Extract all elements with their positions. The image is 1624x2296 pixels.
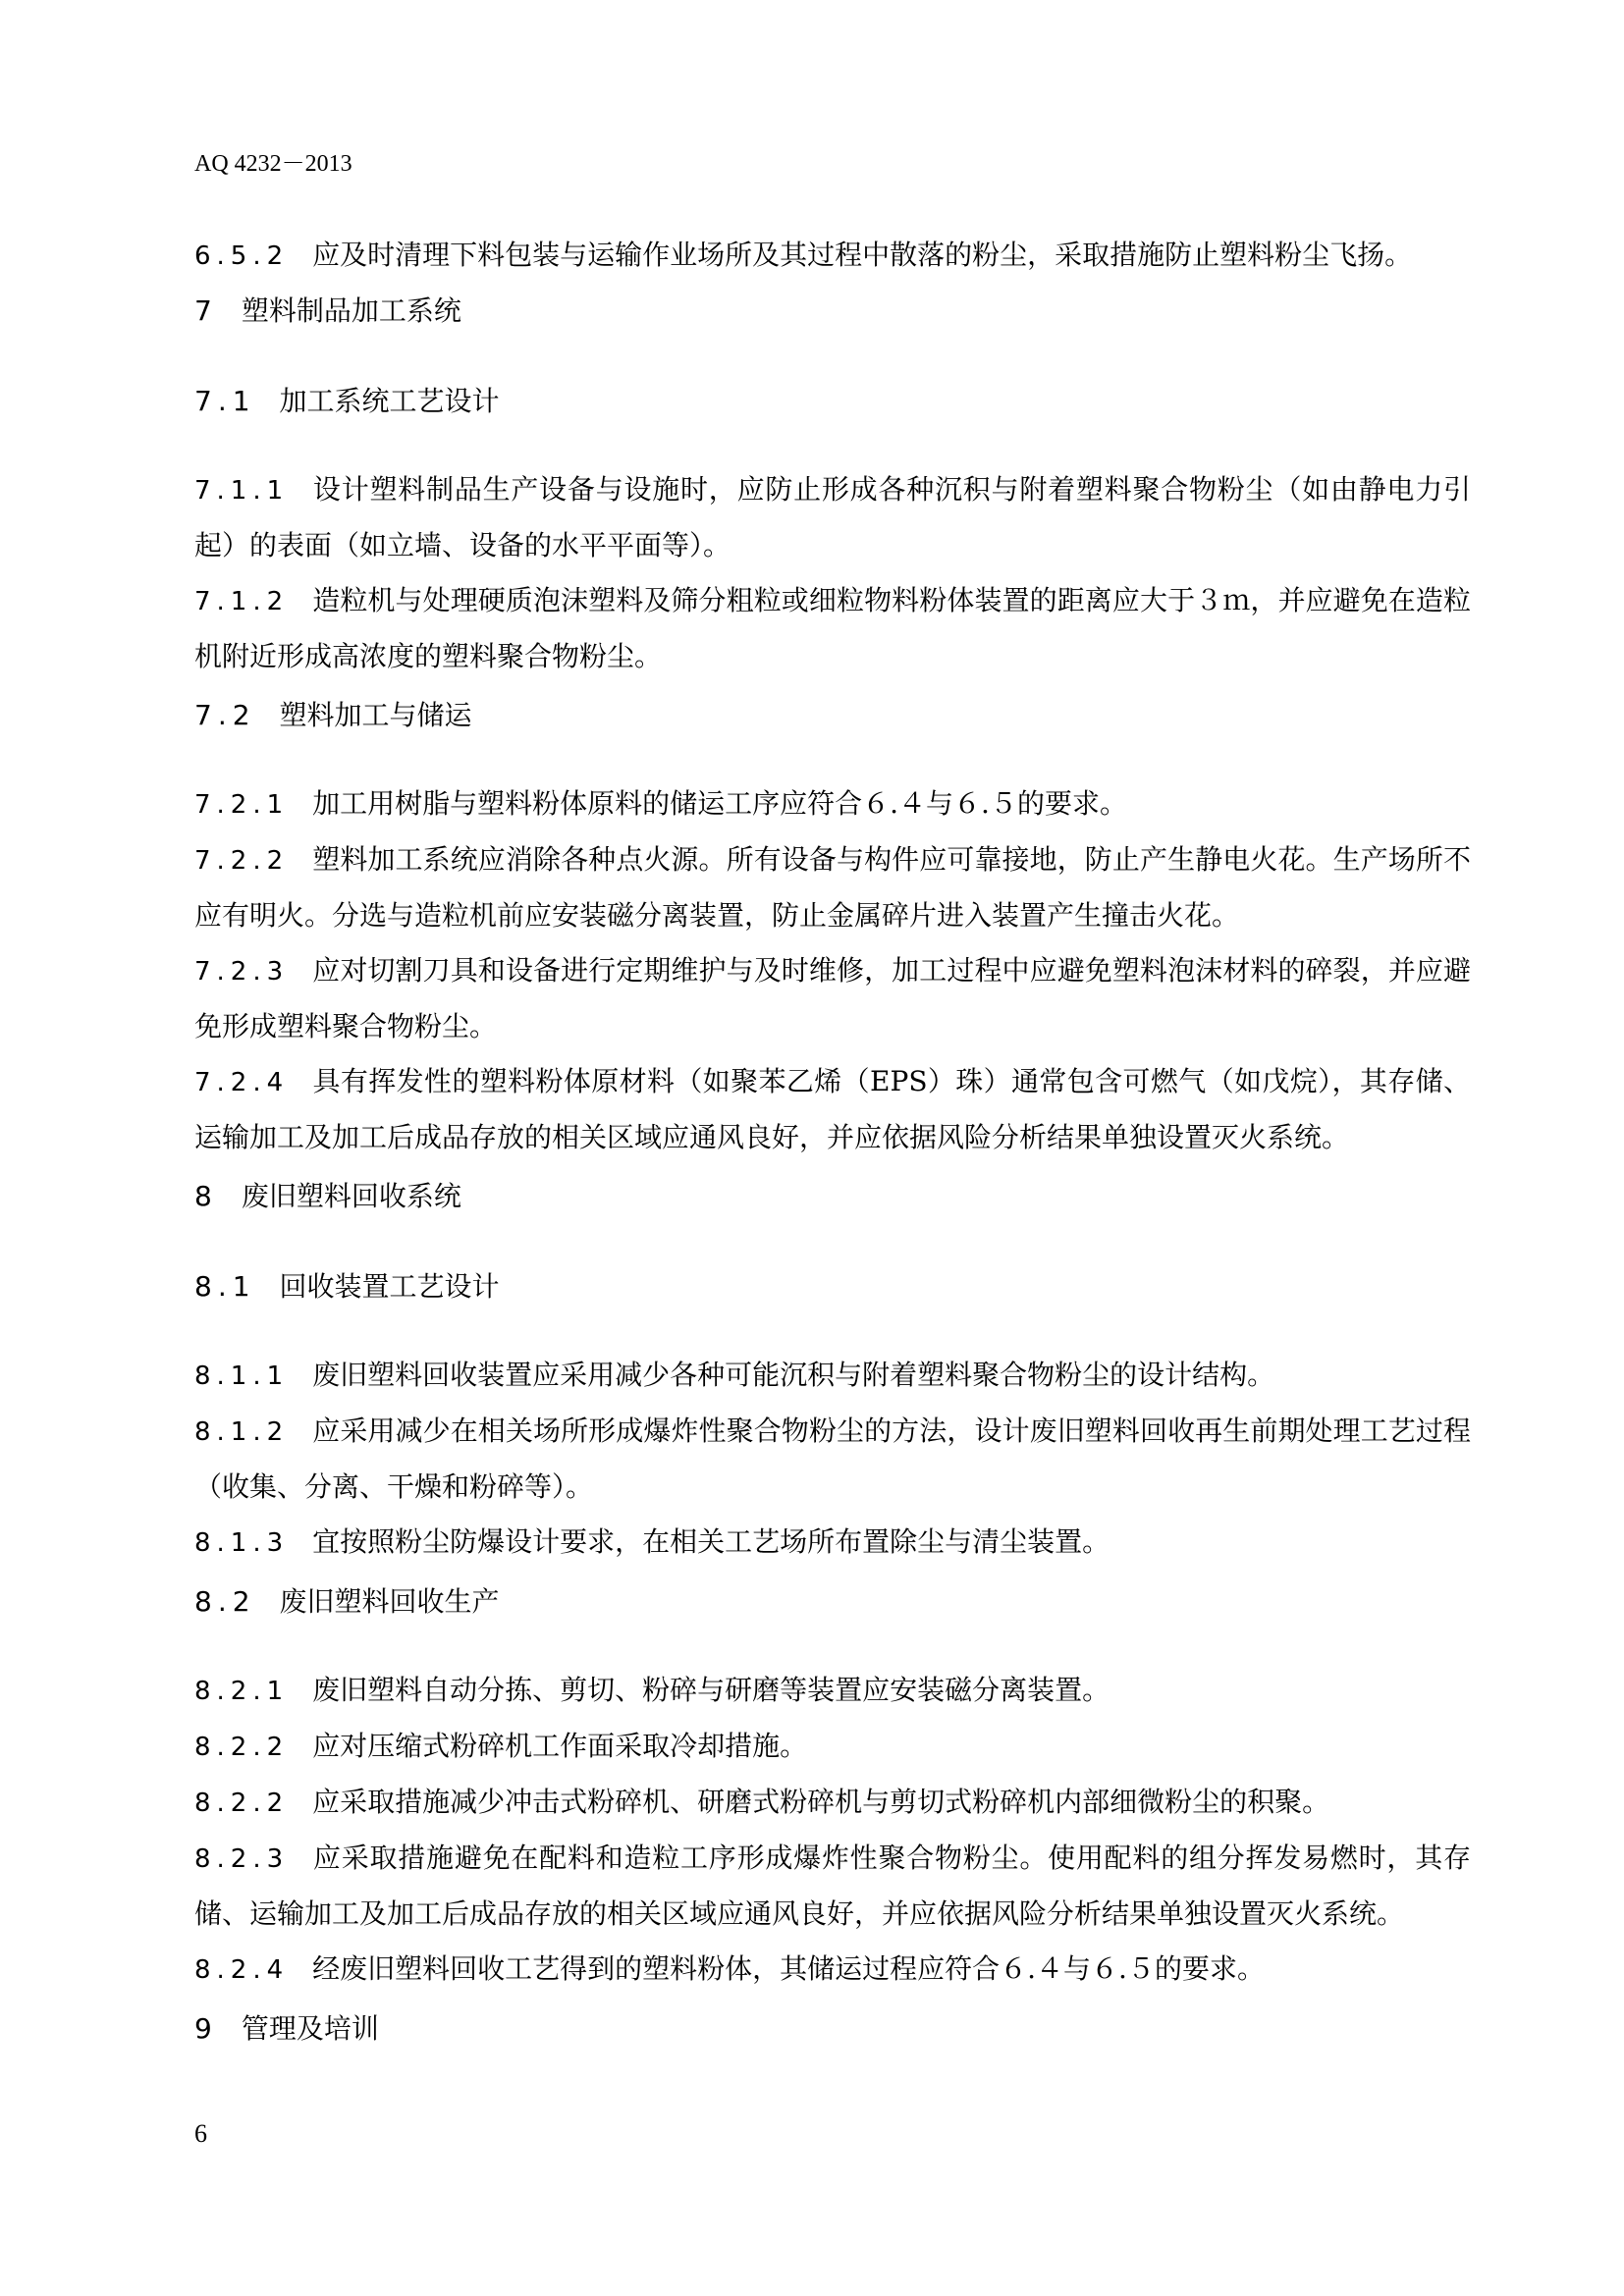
clause-8-2-3	[194, 1831, 1471, 1942]
section-number: 7	[194, 294, 218, 327]
section-number: 8.2	[194, 1585, 256, 1618]
section-number: 7.2	[194, 699, 256, 731]
clause-8-1-3	[194, 1515, 1471, 1571]
clause-7-2-1	[194, 776, 1471, 832]
clause-text: 应对压缩式粉碎机工作面采取冷却措施。	[312, 1730, 808, 1762]
clause-number: 7.2.2	[194, 846, 290, 876]
clause-number: 8.1.2	[194, 1417, 290, 1447]
clause-number: 8.1.3	[194, 1528, 290, 1558]
clause-number: 8.2.2	[194, 1789, 290, 1818]
section-number: 8	[194, 1180, 218, 1212]
clause-7-1-1	[194, 462, 1471, 573]
clause-text: 宜按照粉尘防爆设计要求，在相关工艺场所布置除尘与清尘装置。	[312, 1525, 1110, 1558]
clause-number: 8.2.4	[194, 1955, 290, 1985]
page-content	[194, 228, 1471, 2049]
section-title: 塑料加工与储运	[279, 699, 472, 731]
clause-7-2-2	[194, 832, 1471, 943]
section-7-2-heading	[194, 696, 1471, 735]
standard-code-header: AQ 4232－2013	[194, 151, 352, 177]
clause-text: 废旧塑料自动分拣、剪切、粉碎与研磨等装置应安装磁分离装置。	[312, 1674, 1110, 1706]
clause-7-2-4	[194, 1054, 1471, 1165]
section-number: 7.1	[194, 385, 256, 417]
section-title: 回收装置工艺设计	[279, 1270, 500, 1303]
clause-number: 7.2.1	[194, 790, 290, 820]
section-title: 加工系统工艺设计	[279, 385, 500, 417]
clause-number: 8.2.2	[194, 1733, 290, 1762]
clause-8-2-2-a	[194, 1719, 1471, 1775]
clause-text: 应采取措施减少冲击式粉碎机、研磨式粉碎机与剪切式粉碎机内部细微粉尘的积聚。	[312, 1786, 1330, 1818]
page-number: 6	[194, 2119, 207, 2148]
clause-text: 应对切割刀具和设备进行定期维护与及时维修，加工过程中应避免塑料泡沫材料的碎裂，并应避免形成塑料聚合物粉尘。	[194, 954, 1471, 1042]
clause-8-2-1	[194, 1663, 1471, 1719]
clause-text: 造粒机与处理硬质泡沫塑料及筛分粗粒或细粒物料粉体装置的距离应大于３ｍ，并应避免在造粒机附近形成高浓度的塑料聚合物粉尘。	[194, 584, 1471, 672]
clause-7-2-3	[194, 943, 1471, 1054]
clause-text: 废旧塑料回收装置应采用减少各种可能沉积与附着塑料聚合物粉尘的设计结构。	[312, 1359, 1275, 1391]
clause-7-1-2	[194, 573, 1471, 684]
clause-8-2-2-b	[194, 1775, 1471, 1831]
clause-number: 6.5.2	[194, 241, 290, 271]
section-8-heading	[194, 1177, 1471, 1216]
clause-number: 7.1.2	[194, 587, 290, 616]
clause-number: 7.1.1	[194, 476, 290, 506]
clause-number: 8.2.3	[194, 1844, 290, 1874]
section-number: 9	[194, 2012, 218, 2045]
clause-8-1-1	[194, 1348, 1471, 1404]
section-8-2-heading	[194, 1582, 1471, 1622]
section-title: 管理及培训	[241, 2012, 379, 2045]
clause-number: 8.2.1	[194, 1677, 290, 1706]
clause-8-2-4	[194, 1942, 1471, 1998]
clause-text: 具有挥发性的塑料粉体原材料（如聚苯乙烯（EPS）珠）通常包含可燃气（如戊烷），其存储、运输加工及加工后成品存放的相关区域应通风良好，并应依据风险分析结果单独设置灭火系统。	[194, 1065, 1471, 1153]
clause-number: 8.1.1	[194, 1362, 290, 1391]
section-number: 8.1	[194, 1270, 256, 1303]
clause-text: 设计塑料制品生产设备与设施时，应防止形成各种沉积与附着塑料聚合物粉尘（如由静电力引起）的表面（如立墙、设备的水平平面等）。	[194, 473, 1471, 561]
section-9-heading	[194, 2009, 1471, 2049]
clause-text: 应采取措施避免在配料和造粒工序形成爆炸性聚合物粉尘。使用配料的组分挥发易燃时，其存储、运输加工及加工后成品存放的相关区域应通风良好，并应依据风险分析结果单独设置灭火系统。	[194, 1842, 1471, 1930]
section-title: 废旧塑料回收生产	[279, 1585, 500, 1618]
section-7-heading	[194, 292, 1471, 331]
section-title: 塑料制品加工系统	[241, 294, 461, 327]
clause-number: 7.2.4	[194, 1068, 290, 1097]
clause-8-1-2	[194, 1404, 1471, 1515]
clause-text: 加工用树脂与塑料粉体原料的储运工序应符合６.４与６.５的要求。	[312, 787, 1127, 820]
clause-number: 7.2.3	[194, 957, 290, 987]
section-7-1-heading	[194, 382, 1471, 421]
clause-text: 应及时清理下料包装与运输作业场所及其过程中散落的粉尘，采取措施防止塑料粉尘飞扬。	[312, 239, 1413, 271]
clause-text: 经废旧塑料回收工艺得到的塑料粉体，其储运过程应符合６.４与６.５的要求。	[312, 1952, 1265, 1985]
clause-6-5-2	[194, 228, 1471, 284]
clause-text: 塑料加工系统应消除各种点火源。所有设备与构件应可靠接地，防止产生静电火花。生产场所不应有明火。分选与造粒机前应安装磁分离装置，防止金属碎片进入装置产生撞击火花。	[194, 843, 1471, 932]
clause-text: 应采用减少在相关场所形成爆炸性聚合物粉尘的方法，设计废旧塑料回收再生前期处理工艺过程（收集、分离、干燥和粉碎等）。	[194, 1415, 1471, 1503]
section-title: 废旧塑料回收系统	[241, 1180, 461, 1212]
section-8-1-heading	[194, 1267, 1471, 1307]
